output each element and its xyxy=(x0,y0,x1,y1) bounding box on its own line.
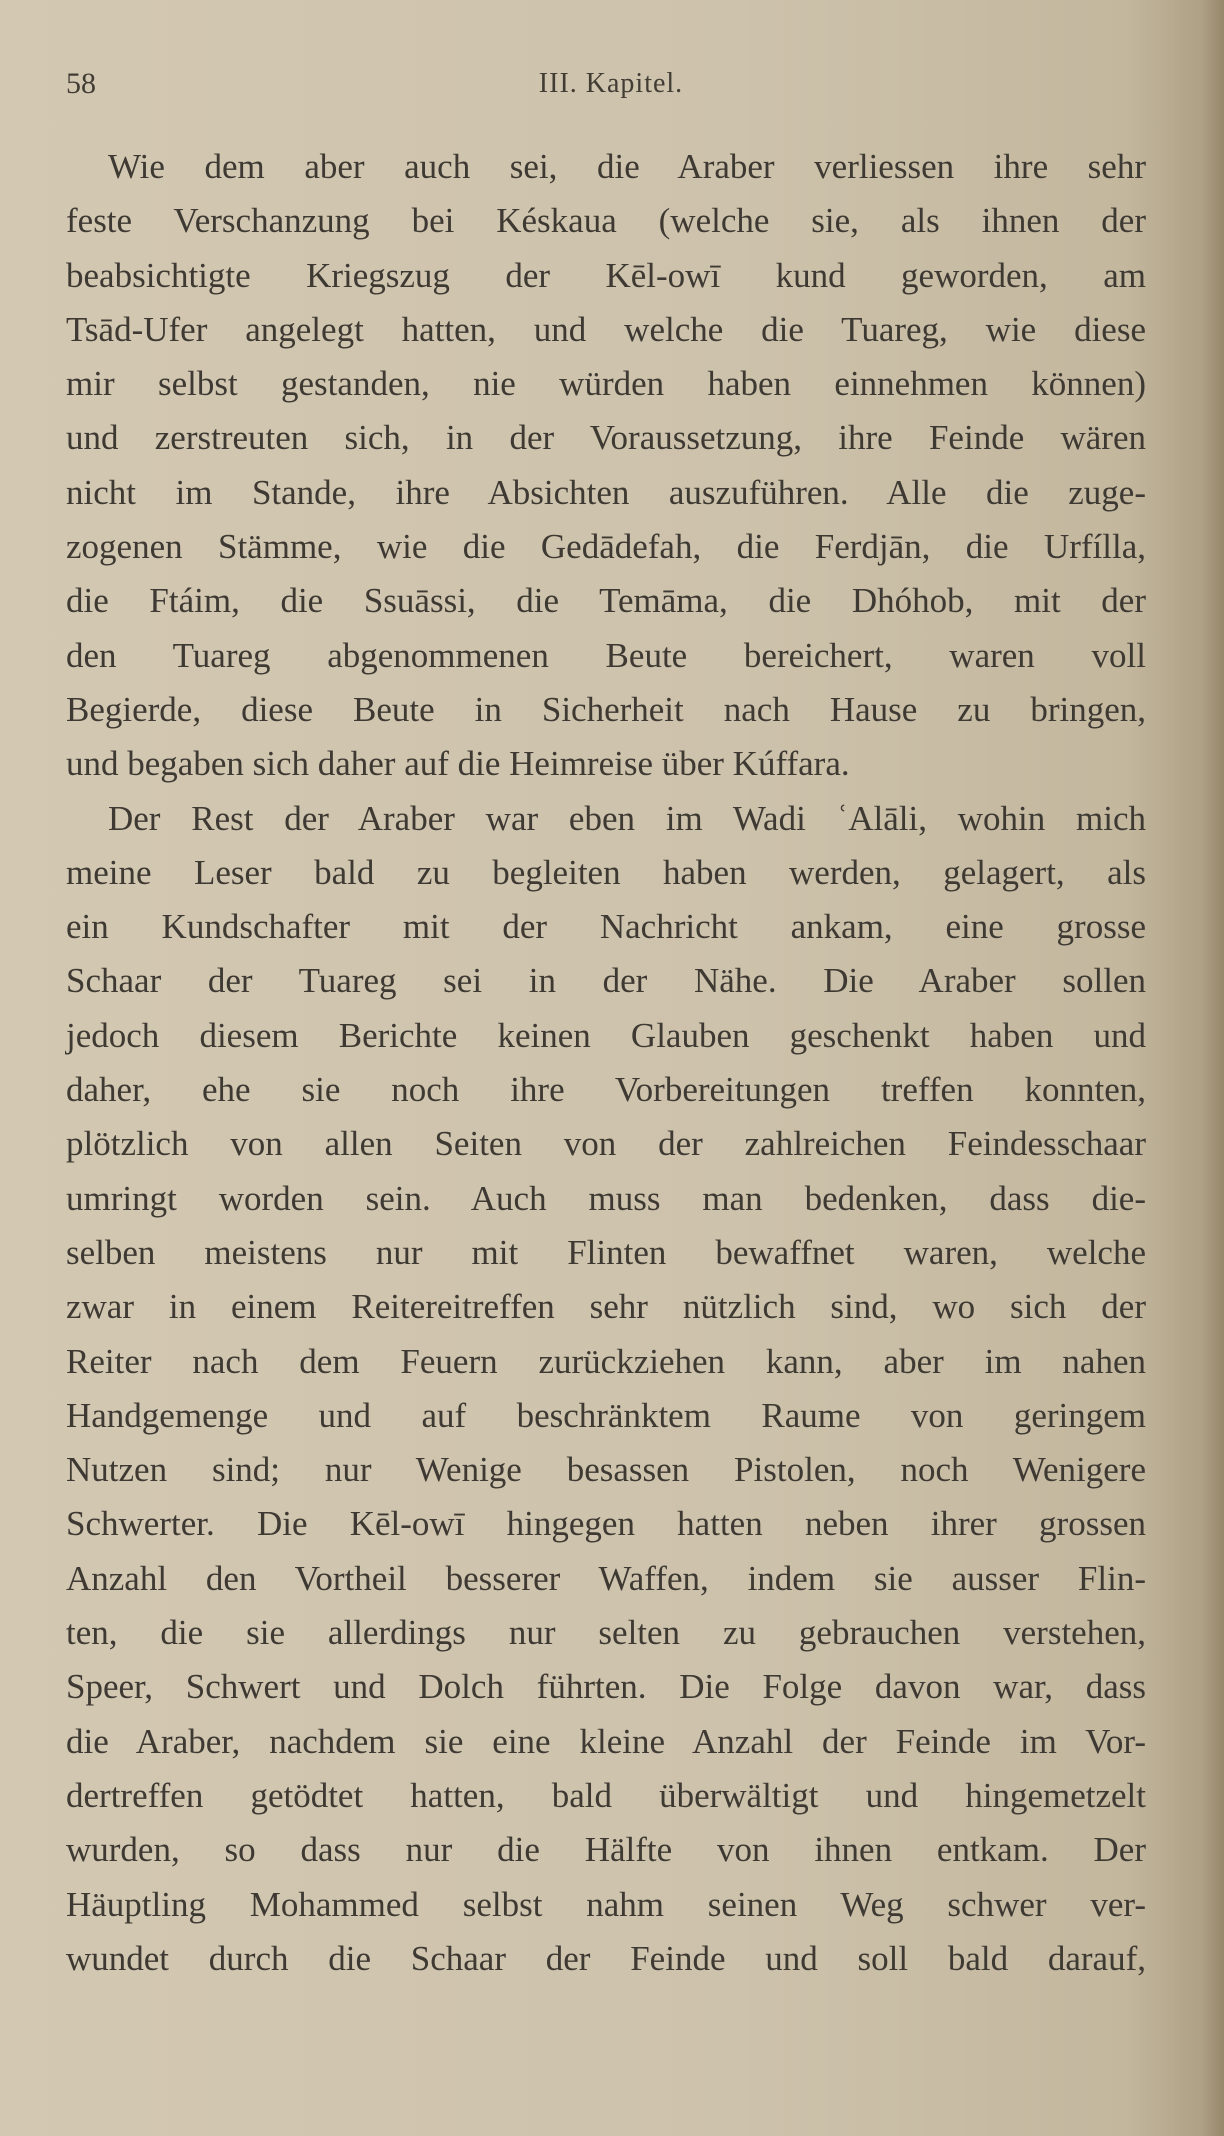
text-line: Häuptling Mohammed selbst nahm seinen Weg schwer ver- xyxy=(66,1884,1146,1924)
page-number: 58 xyxy=(66,67,96,100)
text-line: Reiter nach dem Feuern zurückziehen kann, aber im nahen xyxy=(66,1341,1146,1381)
text-line: daher, ehe sie noch ihre Vorbereitungen treffen konnten, xyxy=(66,1070,1146,1110)
text-line: zwar in einem Reitereitreffen sehr nützlich sind, wo sich der xyxy=(66,1287,1146,1327)
text-line: Schwerter. Die Kēl-owī hingegen hatten neben ihrer grossen xyxy=(66,1504,1146,1544)
text-line: umringt worden sein. Auch muss man bedenken, dass die- xyxy=(66,1178,1146,1218)
running-head: III. Kapitel. xyxy=(538,68,684,99)
text-line: zogenen Stämme, wie die Gedādefah, die Ferdjān, die Urfílla, xyxy=(66,527,1146,567)
text-line: mir selbst gestanden, nie würden haben einnehmen können) xyxy=(66,364,1146,404)
text-line: wundet durch die Schaar der Feinde und soll bald darauf, xyxy=(66,1938,1146,1978)
text-line: die Araber, nachdem sie eine kleine Anzahl der Feinde im Vor- xyxy=(66,1721,1146,1761)
text-line: nicht im Stande, ihre Absichten auszuführen. Alle die zuge- xyxy=(66,472,1146,512)
text-line: Speer, Schwert und Dolch führten. Die Folge davon war, dass xyxy=(66,1667,1146,1707)
text-line: plötzlich von allen Seiten von der zahlreichen Feindesschaar xyxy=(66,1124,1146,1164)
text-line: Begierde, diese Beute in Sicherheit nach Hause zu bringen, xyxy=(66,689,1146,729)
text-line: jedoch diesem Berichte keinen Glauben geschenkt haben und xyxy=(66,1015,1146,1055)
text-body xyxy=(66,140,1146,1986)
page-edge-shadow xyxy=(1202,0,1224,2136)
text-line: Tsād-Ufer angelegt hatten, und welche die Tuareg, wie diese xyxy=(66,309,1146,349)
text-line: ein Kundschafter mit der Nachricht ankam, eine grosse xyxy=(66,907,1146,947)
text-line: Anzahl den Vortheil besserer Waffen, indem sie ausser Flin- xyxy=(66,1558,1146,1598)
text-line: Wie dem aber auch sei, die Araber verliessen ihre sehr xyxy=(108,147,1146,186)
text-line: und zerstreuten sich, in der Voraussetzung, ihre Feinde wären xyxy=(66,418,1146,458)
text-line: feste Verschanzung bei Késkaua (welche sie, als ihnen der xyxy=(66,201,1146,241)
text-line: wurden, so dass nur die Hälfte von ihnen entkam. Der xyxy=(66,1830,1146,1870)
text-line: dertreffen getödtet hatten, bald überwältigt und hingemetzelt xyxy=(66,1775,1146,1815)
text-line: Der Rest der Araber war eben im Wadi ʿAlāli, wohin mich xyxy=(108,798,1146,838)
page-header xyxy=(66,64,1156,104)
text-line: und begaben sich daher auf die Heimreise über Kúffara. xyxy=(66,744,850,784)
text-line: Schaar der Tuareg sei in der Nähe. Die Araber sollen xyxy=(66,961,1146,1001)
text-line: die Ftáim, die Ssuāssi, die Temāma, die Dhóhob, mit der xyxy=(66,581,1146,621)
text-line: Handgemenge und auf beschränktem Raume von geringem xyxy=(66,1395,1146,1435)
text-line: beabsichtigte Kriegszug der Kēl-owī kund geworden, am xyxy=(66,255,1146,295)
text-line: Nutzen sind; nur Wenige besassen Pistolen, noch Wenigere xyxy=(66,1450,1146,1490)
text-line: den Tuareg abgenommenen Beute bereichert, waren voll xyxy=(66,635,1146,675)
text-line: meine Leser bald zu begleiten haben werden, gelagert, als xyxy=(66,852,1146,892)
text-line: selben meistens nur mit Flinten bewaffnet waren, welche xyxy=(66,1232,1146,1272)
text-line: ten, die sie allerdings nur selten zu gebrauchen verstehen, xyxy=(66,1613,1146,1653)
